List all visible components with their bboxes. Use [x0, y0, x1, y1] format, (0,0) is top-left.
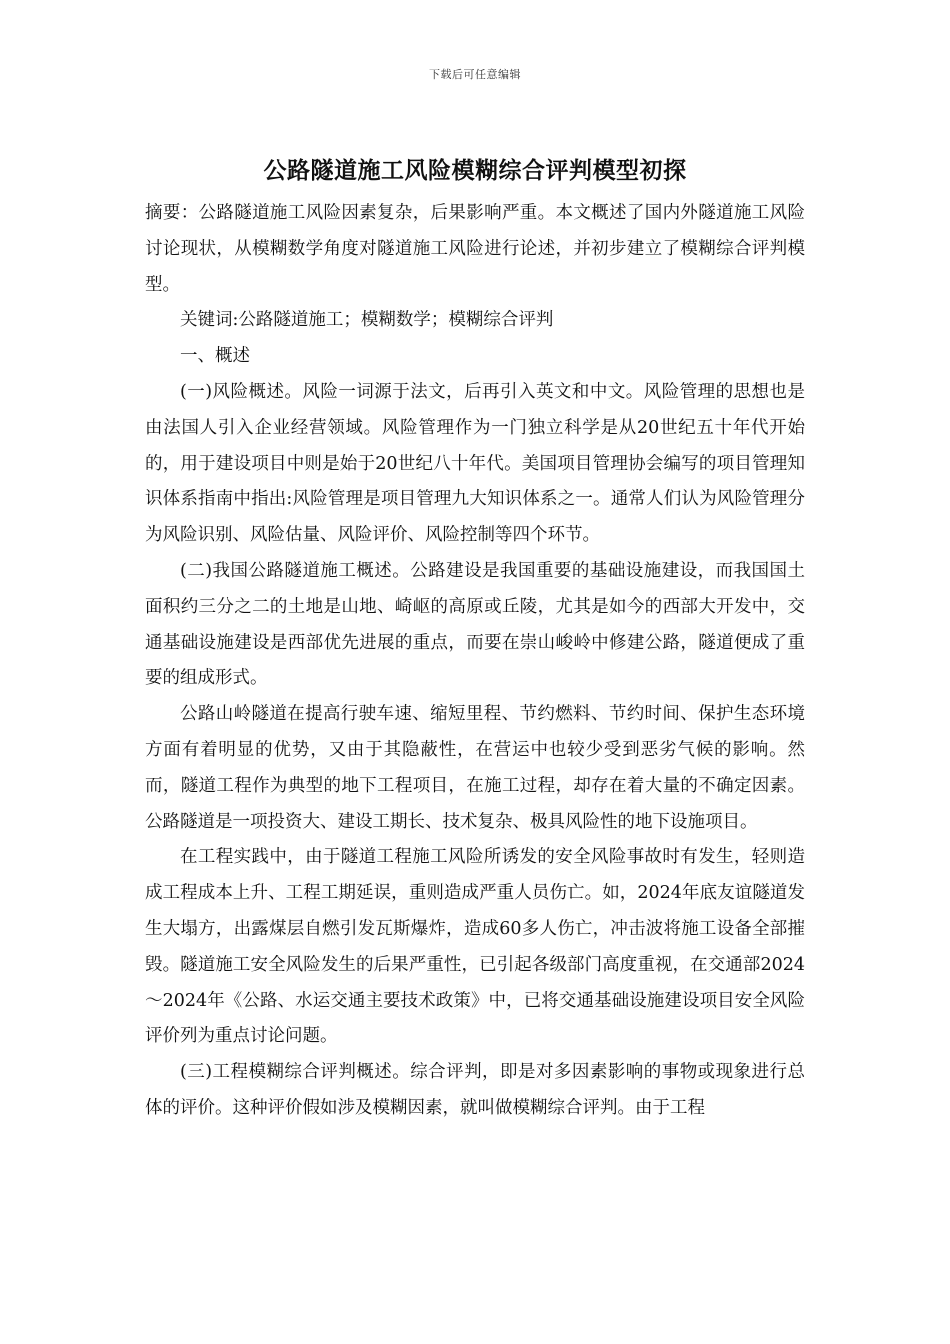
header-note: 下载后可任意编辑 — [429, 68, 521, 81]
body-paragraph: 公路山岭隧道在提高行驶车速、缩短里程、节约燃料、节约时间、保护生态环境方面有着明显的优势，又由于其隐蔽性，在营运中也较少受到恶劣气候的影响。然而，隧道工程作为典型的地下工程项目，在施工过程，却存在着大量的不确定因素。公路隧道是一项投资大、建设工期长、技术复杂、极具风险性的地下设施项目。 — [145, 704, 805, 832]
body-paragraph: (二)我国公路隧道施工概述。公路建设是我国重要的基础设施建设，而我国国土面积约三分之二的土地是山地、崎岖的高原或丘陵，尤其是如今的西部大开发中，交通基础设施建设是西部优先进展的重点，而要在崇山峻岭中修建公路，隧道便成了重要的组成形式。 — [145, 560, 805, 689]
abstract-paragraph: 摘要：公路隧道施工风险因素复杂，后果影响严重。本文概述了国内外隧道施工风险讨论现状，从模糊数学角度对隧道施工风险进行论述，并初步建立了模糊综合评判模型。 — [145, 203, 805, 295]
document-title: 公路隧道施工风险模糊综合评判模型初探 — [263, 157, 687, 184]
keywords-line: 关键词:公路隧道施工；模糊数学；模糊综合评判 — [180, 310, 554, 331]
body-paragraph: (一)风险概述。风险一词源于法文，后再引入英文和中文。风险管理的思想也是由法国人引入企业经营领域。风险管理作为一门独立科学是从20世纪五十年代开始的，用于建设项目中则是始于20世纪八十年代。美国项目管理协会编写的项目管理知识体系指南中指出:风险管理是项目管理九大知识体系之一。通常人们认为风险管理分为风险识别、风险估量、风险评价、风险控制等四个环节。 — [145, 381, 805, 546]
body-paragraph: (三)工程模糊综合评判概述。综合评判，即是对多因素影响的事物或现象进行总体的评价。这种评价假如涉及模糊因素，就叫做模糊综合评判。由于工程 — [145, 1062, 805, 1118]
body-paragraph: 在工程实践中，由于隧道工程施工风险所诱发的安全风险事故时有发生，轻则造成工程成本上升、工程工期延误，重则造成严重人员伤亡。如，2024年底友谊隧道发生大塌方，出露煤层自燃引发瓦斯爆炸，造成60多人伤亡，冲击波将施工设备全部摧毁。隧道施工安全风险发生的后果严重性，已引起各级部门高度重视，在交通部2024～2024年《公路、水运交通主要技术政策》中，已将交通基础设施建设项目安全风险评价列为重点讨论问题。 — [145, 847, 805, 1047]
document-body — [145, 196, 805, 1127]
section-heading: 一、概述 — [180, 346, 250, 367]
